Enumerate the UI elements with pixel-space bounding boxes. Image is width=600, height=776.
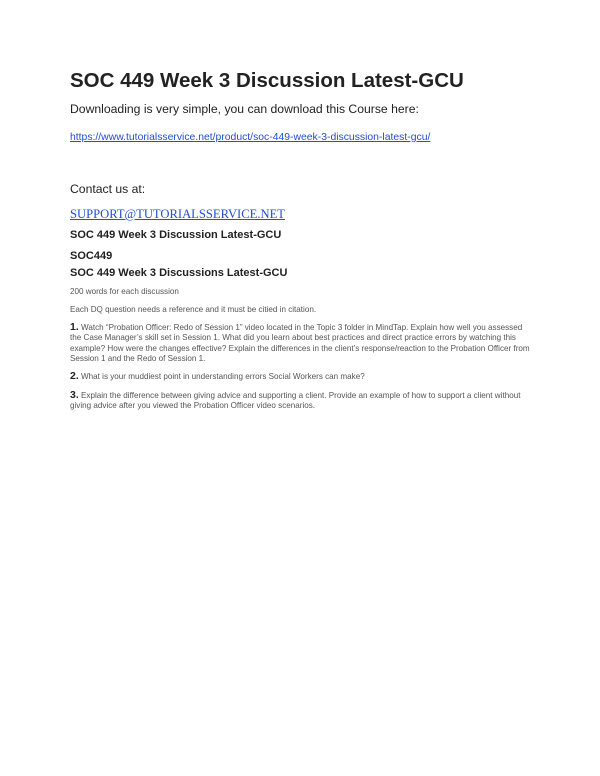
question-item — [70, 371, 532, 382]
word-count-note: 200 words for each discussion — [70, 287, 179, 296]
question-text: Watch “Probation Officer: Redo of Session 1” video located in the Topic 3 folder in MindTap. Explain how well you assessed the Case Manager’s skill set in Session 1. What did you learn about best practices and direct practice errors by watching this example? How were the changes effective? Explain the differences in the client’s response/reaction to the Probation Officer from Session 1 and the Redo of Session 1. — [70, 323, 530, 363]
intro-text: Downloading is very simple, you can download this Course here: — [70, 102, 419, 116]
support-email-link[interactable]: SUPPORT@TUTORIALSSERVICE.NET — [70, 207, 285, 221]
question-number: 1. — [70, 321, 79, 333]
question-item — [70, 322, 532, 364]
discussions-heading: SOC 449 Week 3 Discussions Latest-GCU — [70, 267, 288, 279]
course-heading: SOC 449 Week 3 Discussion Latest-GCU — [70, 229, 282, 241]
course-link[interactable]: https://www.tutorialsservice.net/product/soc-449-week-3-discussion-latest-gcu/ — [70, 132, 431, 143]
contact-label: Contact us at: — [70, 182, 146, 196]
question-text: Explain the difference between giving advice and supporting a client. Provide an example of how to support a client without giving advice after you viewed the Probation Officer video scenarios. — [70, 391, 521, 411]
reference-note: Each DQ question needs a reference and it must be citied in citation. — [70, 305, 317, 314]
course-code-heading: SOC449 — [70, 250, 113, 262]
question-text: What is your muddiest point in understanding errors Social Workers can make? — [81, 372, 365, 381]
question-item — [70, 390, 532, 412]
question-number: 3. — [70, 389, 79, 401]
question-number: 2. — [70, 370, 79, 382]
page-title: SOC 449 Week 3 Discussion Latest-GCU — [70, 69, 464, 92]
